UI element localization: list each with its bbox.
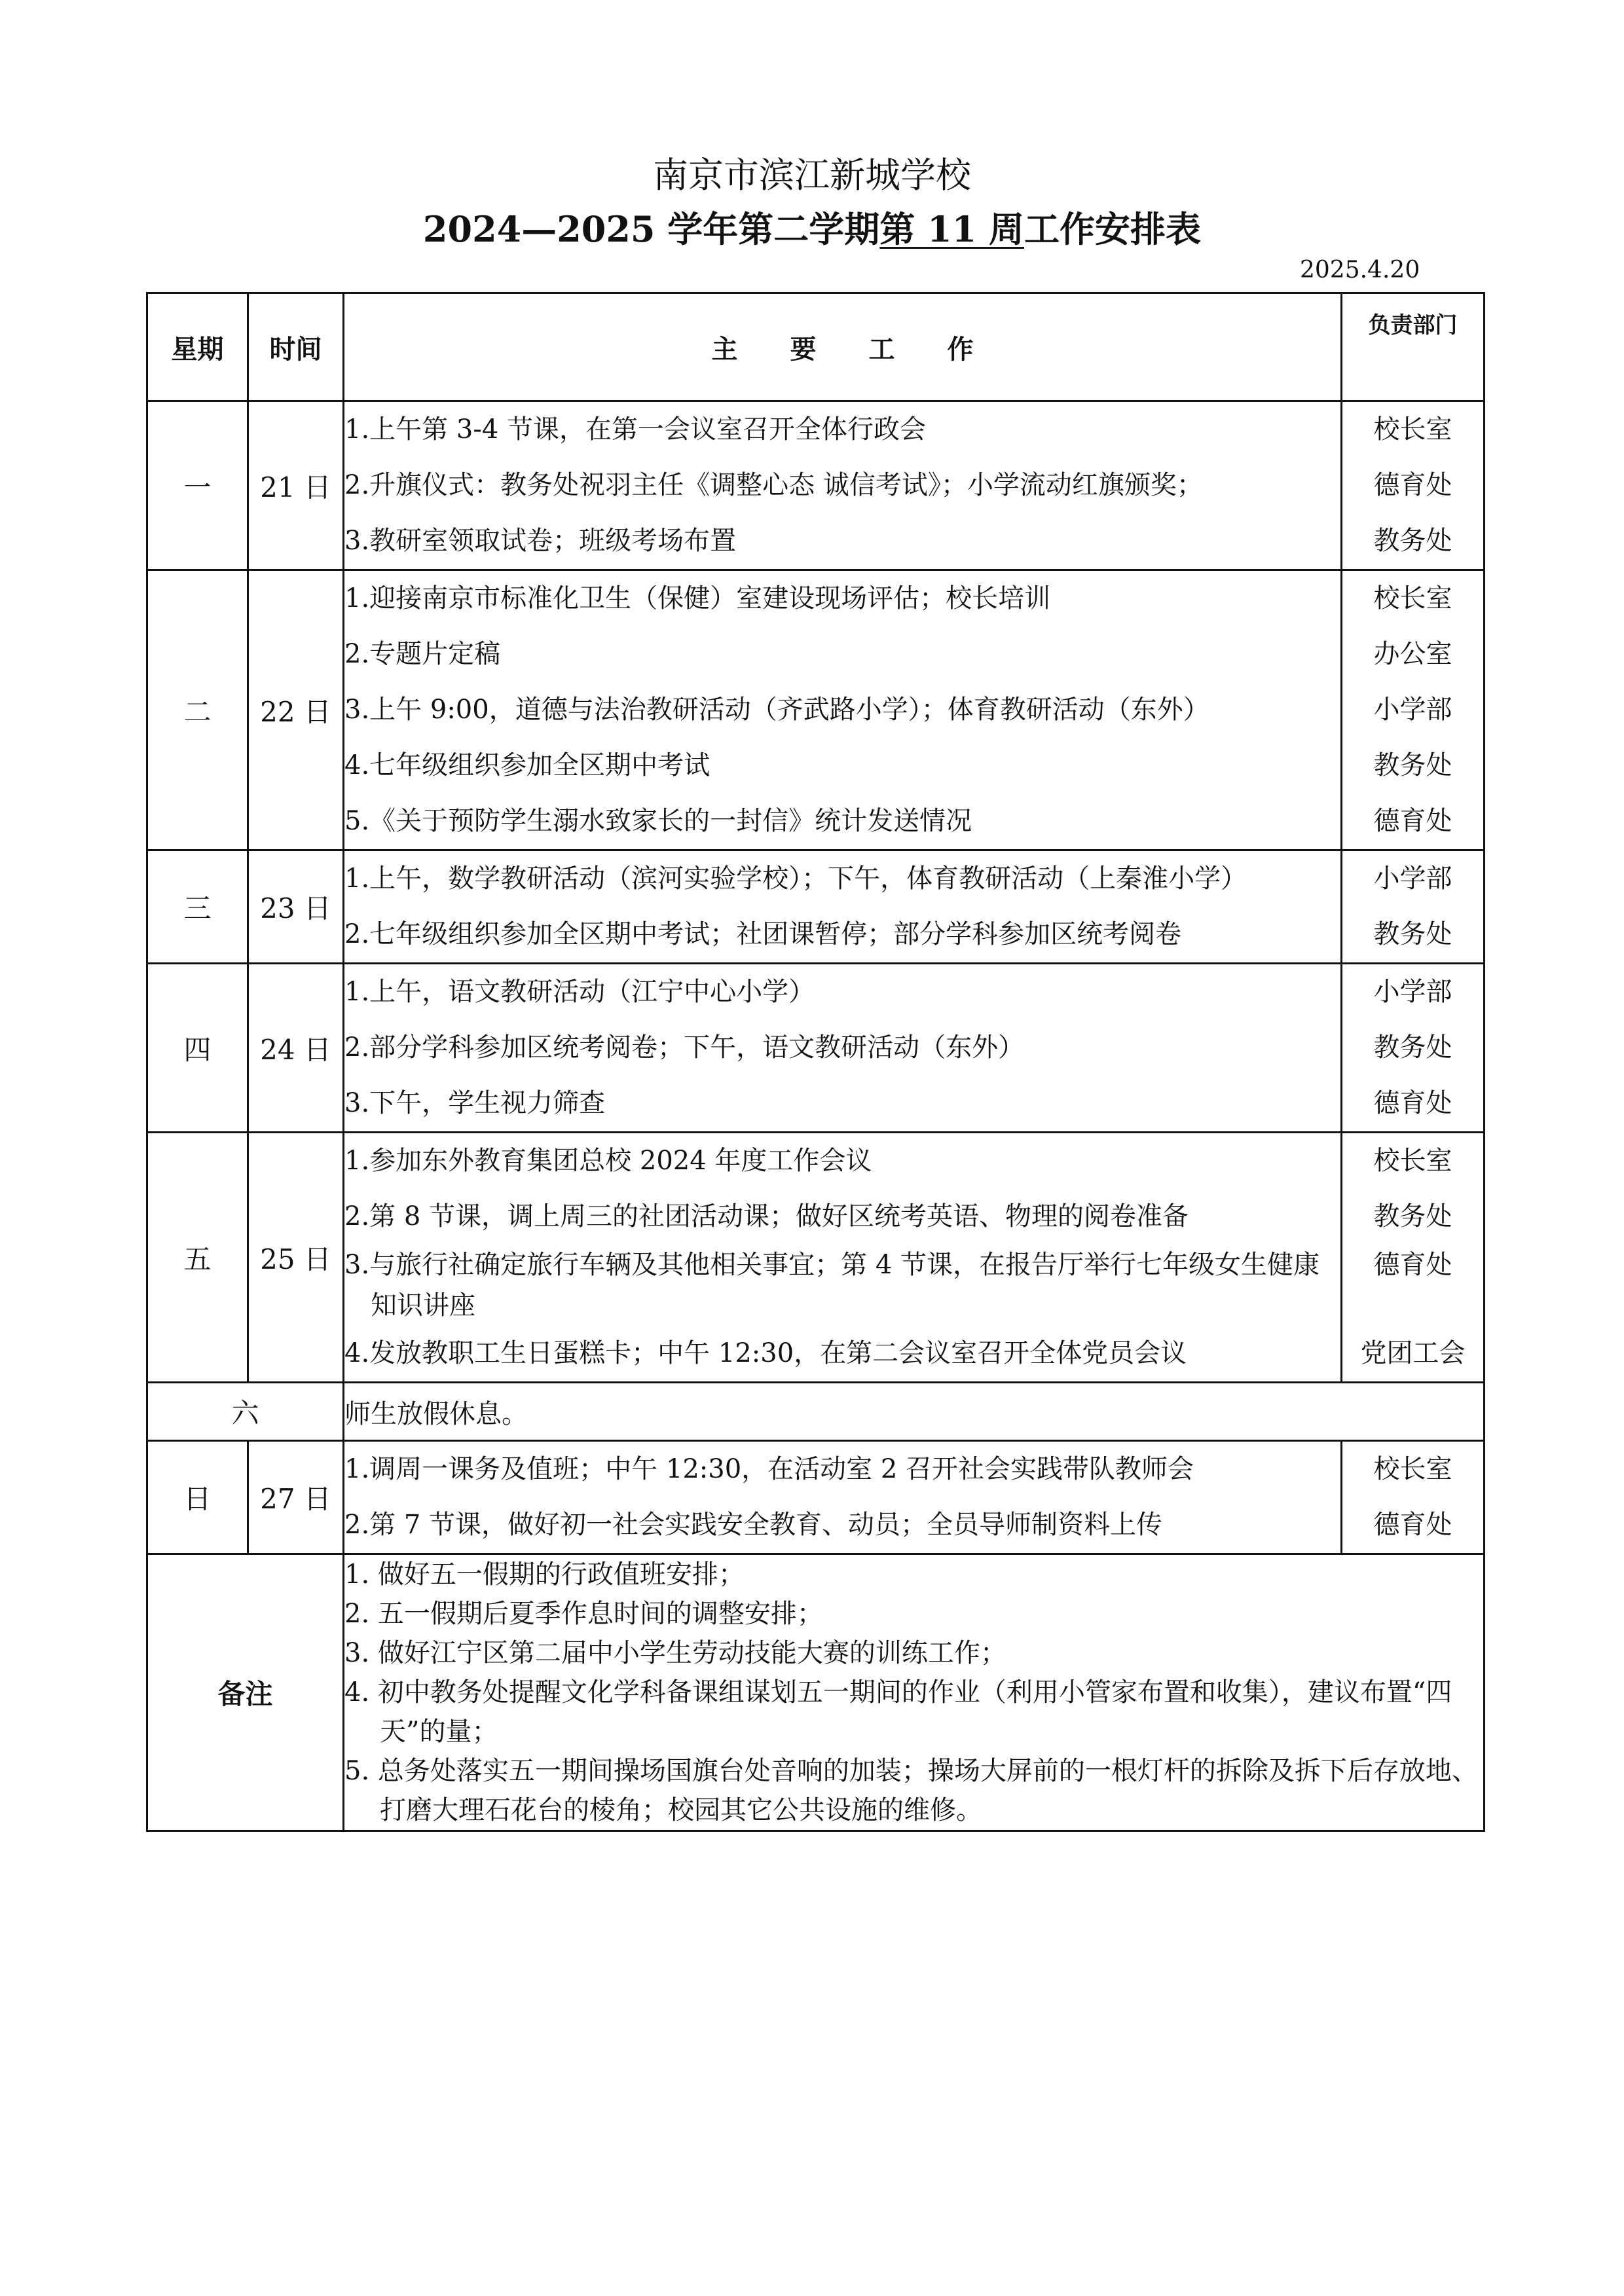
dept-name: 德育处 xyxy=(1373,1250,1452,1280)
dept-name: 小学部 xyxy=(1373,695,1452,725)
note-item: 3. 做好江宁区第二届中小学生劳动技能大赛的训练工作； xyxy=(344,1638,1006,1668)
schedule-table xyxy=(146,292,1485,1832)
dept-name: 教务处 xyxy=(1373,1032,1452,1063)
dept-cell xyxy=(1342,1441,1485,1554)
work-item: 2.专题片定稿 xyxy=(344,639,501,669)
dept-name: 德育处 xyxy=(1373,1088,1452,1118)
dept-name: 教务处 xyxy=(1373,526,1452,556)
weekday-cell: 六 xyxy=(147,1383,344,1441)
dept-name: 教务处 xyxy=(1373,1201,1452,1231)
work-items-cell xyxy=(344,1441,1342,1554)
table-row xyxy=(147,401,1485,570)
work-item: 2.七年级组织参加全区期中考试；社团课暂停；部分学科参加区统考阅卷 xyxy=(344,919,1182,949)
work-item: 2.升旗仪式：教务处祝羽主任《调整心态 诚信考试》；小学流动红旗颁奖； xyxy=(344,470,1203,500)
table-row xyxy=(147,850,1485,964)
weekday-cell: 三 xyxy=(147,850,248,964)
dept-name: 德育处 xyxy=(1373,470,1452,500)
col-header-weekday: 星期 xyxy=(147,293,248,401)
work-items-cell xyxy=(344,964,1342,1133)
work-item: 1.迎接南京市标准化卫生（保健）室建设现场评估；校长培训 xyxy=(344,583,1051,613)
dept-name: 办公室 xyxy=(1373,639,1452,669)
work-item: 3.上午 9:00，道德与法治教研活动（齐武路小学）；体育教研活动（东外） xyxy=(344,695,1209,725)
dept-name: 校长室 xyxy=(1373,414,1452,445)
table-header-row xyxy=(147,293,1485,401)
dept-cell xyxy=(1342,570,1485,850)
title-suffix: 工作安排表 xyxy=(1024,208,1202,250)
work-items-cell xyxy=(344,850,1342,964)
dept-cell xyxy=(1342,964,1485,1133)
work-item: 1.调周一课务及值班；中午 12:30，在活动室 2 召开社会实践带队教师会 xyxy=(344,1454,1194,1484)
table-row xyxy=(147,1383,1485,1441)
note-item: 1. 做好五一假期的行政值班安排； xyxy=(344,1559,745,1590)
work-item: 2.部分学科参加区统考阅卷；下午，语文教研活动（东外） xyxy=(344,1032,1025,1063)
note-item: 2. 五一假期后夏季作息时间的调整安排； xyxy=(344,1599,823,1629)
dept-name: 教务处 xyxy=(1373,750,1452,780)
dept-cell xyxy=(1342,1133,1485,1383)
work-item: 5.《关于预防学生溺水致家长的一封信》统计发送情况 xyxy=(344,806,972,836)
table-row xyxy=(147,964,1485,1133)
weekday-cell: 一 xyxy=(147,401,248,570)
date-cell: 21 日 xyxy=(248,401,344,570)
work-item: 1.上午，语文教研活动（江宁中心小学） xyxy=(344,977,815,1007)
work-item: 3.下午，学生视力筛查 xyxy=(344,1088,606,1118)
col-header-dept: 负责部门 xyxy=(1342,293,1485,401)
dept-name: 德育处 xyxy=(1373,806,1452,836)
dept-name: 教务处 xyxy=(1373,919,1452,949)
table-row xyxy=(147,1441,1485,1554)
dept-name: 校长室 xyxy=(1373,1454,1452,1484)
date-cell: 22 日 xyxy=(248,570,344,850)
table-row xyxy=(147,570,1485,850)
weekday-cell: 二 xyxy=(147,570,248,850)
work-items-cell xyxy=(344,1133,1342,1383)
work-item: 2.第 8 节课，调上周三的社团活动课；做好区统考英语、物理的阅卷准备 xyxy=(344,1201,1189,1231)
school-name: 南京市滨江新城学校 xyxy=(653,155,971,196)
weekday-cell: 五 xyxy=(147,1133,248,1383)
note-item: 5. 总务处落实五一期间操场国旗台处音响的加装；操场大屏前的一根灯杆的拆除及拆下后存放地、打磨大理石花台的棱角；校园其它公共设施的维修。 xyxy=(344,1756,1478,1825)
weekday-cell: 四 xyxy=(147,964,248,1133)
dept-name: 小学部 xyxy=(1373,977,1452,1007)
dept-name: 德育处 xyxy=(1373,1510,1452,1540)
work-item: 1.上午，数学教研活动（滨河实验学校）；下午，体育教研活动（上秦淮小学） xyxy=(344,864,1247,894)
date-cell: 27 日 xyxy=(248,1441,344,1554)
date-cell: 24 日 xyxy=(248,964,344,1133)
dept-cell xyxy=(1342,401,1485,570)
work-item: 2.第 7 节课，做好初一社会实践安全教育、动员；全员导师制资料上传 xyxy=(344,1510,1163,1540)
work-item: 4.发放教职工生日蛋糕卡；中午 12:30，在第二会议室召开全体党员会议 xyxy=(344,1338,1187,1368)
saturday-text: 师生放假休息。 xyxy=(344,1383,1485,1441)
work-item: 3.教研室领取试卷；班级考场布置 xyxy=(344,526,737,556)
notes-row xyxy=(147,1554,1485,1831)
dept-name: 小学部 xyxy=(1373,864,1452,894)
work-item: 1.参加东外教育集团总校 2024 年度工作会议 xyxy=(344,1146,872,1176)
weekday-cell: 日 xyxy=(147,1441,248,1554)
col-header-time: 时间 xyxy=(248,293,344,401)
dept-name: 党团工会 xyxy=(1360,1338,1466,1368)
work-item: 1.上午第 3-4 节课，在第一会议室召开全体行政会 xyxy=(344,414,927,445)
dept-name: 校长室 xyxy=(1373,1146,1452,1176)
date-cell: 25 日 xyxy=(248,1133,344,1383)
week-number: 第 11 周 xyxy=(879,208,1025,250)
col-header-main-work: 主 要 工 作 xyxy=(344,293,1342,401)
date-cell: 23 日 xyxy=(248,850,344,964)
work-item: 4.七年级组织参加全区期中考试 xyxy=(344,750,710,780)
work-item: 3.与旅行社确定旅行车辆及其他相关事宜；第 4 节课，在报告厅举行七年级女生健康知识讲座 xyxy=(344,1250,1320,1321)
notes-cell xyxy=(344,1554,1485,1831)
work-items-cell xyxy=(344,401,1342,570)
dept-name: 校长室 xyxy=(1373,583,1452,613)
work-items-cell xyxy=(344,570,1342,850)
term-text: 2024—2025 学年第二学期 xyxy=(422,208,880,250)
issue-date: 2025.4.20 xyxy=(1300,257,1420,283)
schedule-title xyxy=(0,202,1624,257)
table-row xyxy=(147,1133,1485,1383)
notes-label: 备注 xyxy=(147,1554,344,1831)
dept-cell xyxy=(1342,850,1485,964)
note-item: 4. 初中教务处提醒文化学科备课组谋划五一期间的作业（利用小管家布置和收集），建议布置“四天”的量； xyxy=(344,1677,1452,1747)
